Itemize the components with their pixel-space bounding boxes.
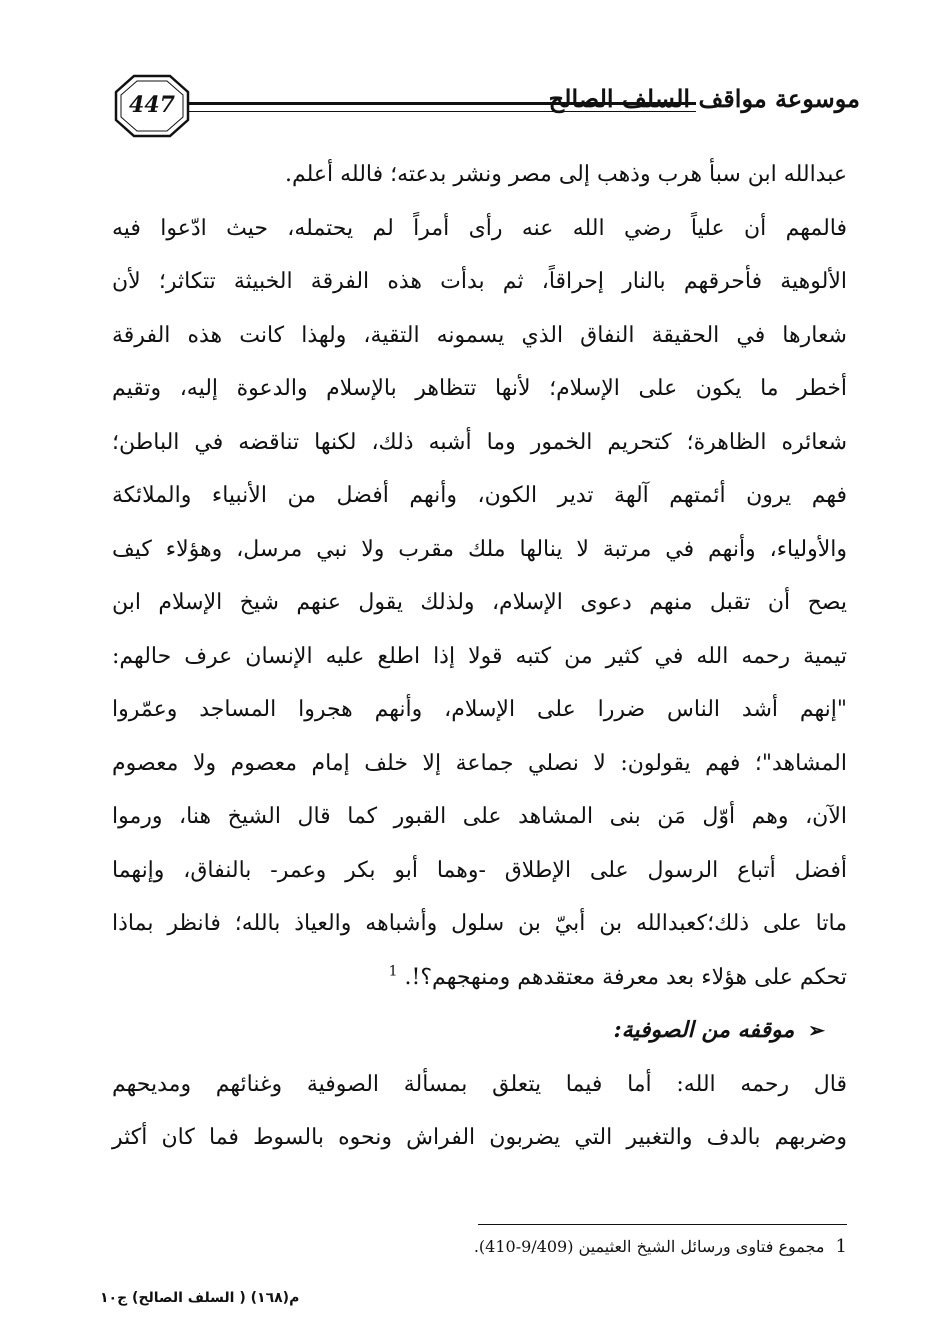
main-text: [112, 148, 847, 1165]
page-number-badge: [112, 72, 192, 140]
text-line: تيمية رحمه الله في كثير من كتبه قولا إذا اطلع عليه الإنسان عرف حالهم:: [112, 643, 847, 669]
section-heading-text: موقفه من الصوفية:: [613, 1017, 795, 1043]
text-line: أخطر ما يكون على الإسلام؛ لأنها تتظاهر بالإسلام والدعوة إليه، وتقيم: [112, 376, 847, 401]
text-line: الآن، وهم أوّل مَن بنى المشاهد على القبور كما قال الشيخ هنا، ورموا: [112, 804, 847, 829]
page-number: 447: [129, 92, 175, 118]
text-line: شعارها في الحقيقة النفاق الذي يسمونه التقية، ولهذا كانت هذه الفرقة: [112, 322, 847, 348]
running-title: موسوعة مواقف السلف الصالح: [548, 84, 860, 113]
footnote: [380, 1236, 847, 1257]
text-line: [112, 951, 847, 1005]
text-line: عبدالله ابن سبأ هرب وذهب إلى مصر ونشر بدعته؛ فالله أعلم.: [284, 162, 847, 187]
footnote-text: مجموع فتاوى ورسائل الشيخ العثيمين (9/409-410).: [473, 1237, 825, 1256]
text-line: ماتا على ذلك؛كعبدالله بن أبيّ بن سلول وأشباهه والعياذ بالله؛ فانظر بماذا: [112, 911, 847, 936]
text-line: وضربهم بالدف والتغبير التي يضربون الفراش ونحوه بالسوط فما كان أكثر: [112, 1125, 847, 1150]
footnote-number: 1: [835, 1236, 847, 1257]
text-line: فهم يرون أئمتهم آلهة تدير الكون، وأنهم أفضل من الأنبياء والملائكة: [112, 483, 847, 508]
text-line-content: تحكم على هؤلاء بعد معرفة معتقدهم ومنهجهم؟!.: [404, 964, 847, 990]
footnote-marker[interactable]: 1: [388, 963, 398, 980]
arrow-bullet-icon: ➢: [808, 1018, 825, 1042]
page-header: [100, 72, 860, 142]
footnote-rule: [478, 1224, 847, 1225]
section-heading: [112, 1004, 847, 1058]
text-line: "إنهم أشد الناس ضررا على الإسلام، وأنهم هجروا المساجد وعمّروا: [112, 697, 847, 722]
text-line: شعائره الظاهرة؛ كتحريم الخمور وما أشبه ذلك، لكنها تناقضه في الباطن؛: [112, 429, 847, 455]
text-line: فالمهم أن علياً رضي الله عنه رأى أمراً لم يحتمله، حيث ادّعوا فيه: [112, 215, 847, 241]
text-line: الألوهية فأحرقهم بالنار إحراقاً، ثم بدأت هذه الفرقة الخبيثة تتكاثر؛ لأن: [112, 269, 847, 294]
text-line: قال رحمه الله: أما فيما يتعلق بمسألة الصوفية وغنائهم ومديحهم: [112, 1071, 847, 1097]
text-line: المشاهد"؛ فهم يقولون: لا نصلي جماعة إلا خلف إمام معصوم ولا معصوم: [112, 750, 847, 776]
text-line: أفضل أتباع الرسول على الإطلاق -وهما أبو بكر وعمر- بالنفاق، وإنهما: [112, 857, 847, 883]
text-line: يصح أن تقبل منهم دعوى الإسلام، ولذلك يقول عنهم شيخ الإسلام ابن: [112, 590, 847, 615]
printer-signature: م(١٦٨) ( السلف الصالح) ج١٠: [100, 1290, 300, 1306]
text-line: والأولياء، وأنهم في مرتبة لا ينالها ملك مقرب ولا نبي مرسل، وهؤلاء كيف: [112, 536, 847, 562]
